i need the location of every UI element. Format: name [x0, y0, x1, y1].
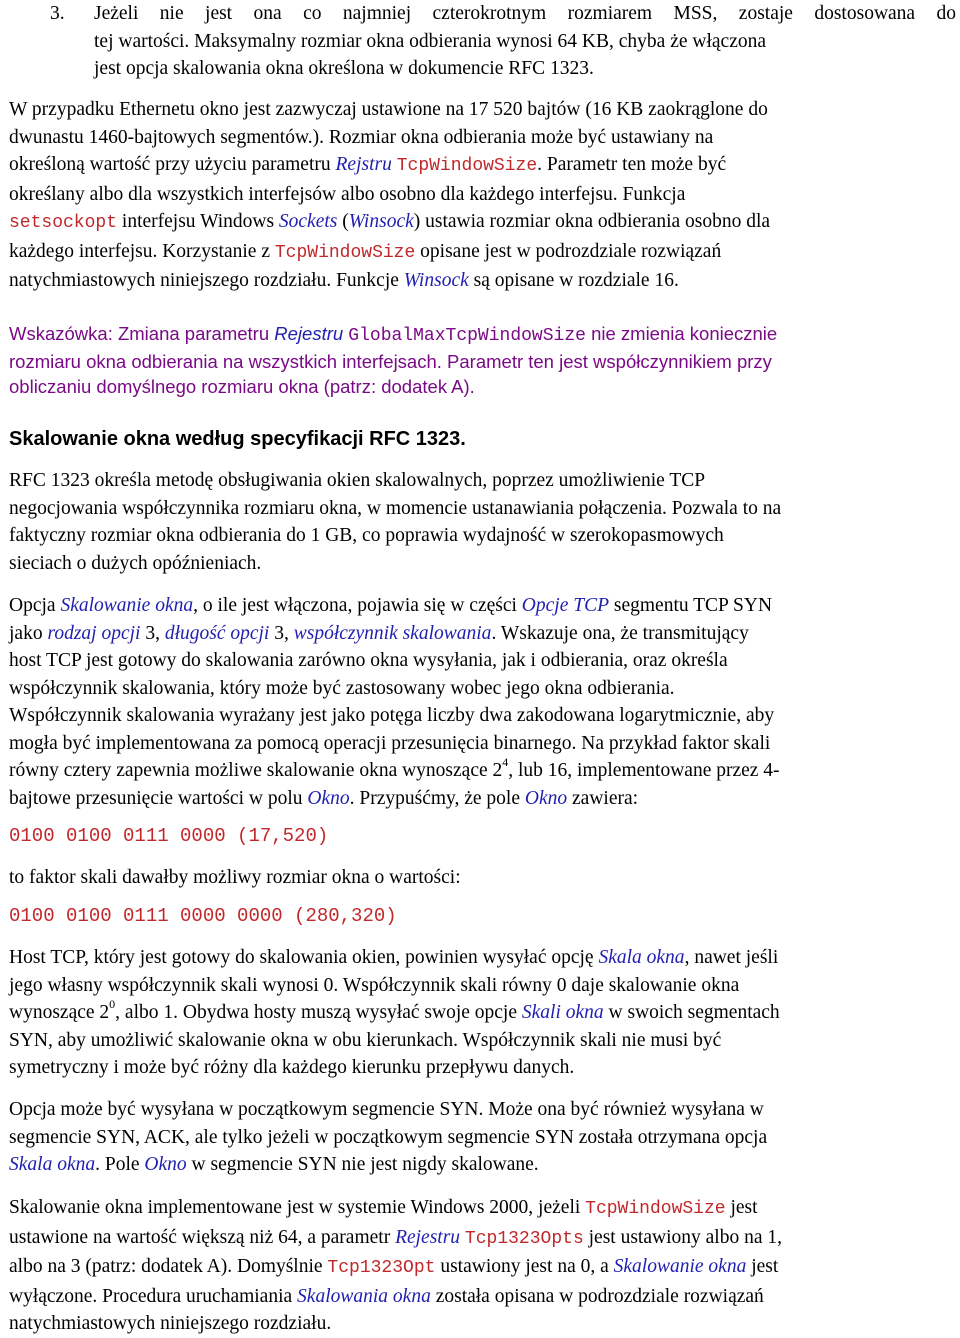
paragraph-syn-segment — [9, 1096, 955, 1179]
text-line: setsockopt interfejsu Windows Sockets (Winsock) ustawia rozmiar okna odbierania osobno dla — [9, 211, 771, 233]
text-line: RFC 1323 określa metodę obsługiwania okien skalowalnych, poprzez umożliwienie TCP — [9, 470, 706, 491]
text-line: obliczaniu domyślnego rozmiaru okna (patrz: dodatek A). — [9, 376, 475, 397]
text-line: sieciach o dużych opóźnieniach. — [9, 552, 262, 574]
emphasis-term: Skalowanie okna — [60, 595, 194, 616]
code-term: Tcp1323Opt — [327, 1258, 436, 1278]
emphasis-term: Okno — [524, 787, 568, 809]
text-line: Opcja Skalowanie okna, o ile jest włączona, pojawia się w części Opcje TCP segmentu TCP SYN — [9, 595, 773, 616]
text-line: wynoszące $2^0$, albo 1. Obydwa hosty muszą wysyłać swoje opcje Skali okna w swoich segmentach — [9, 996, 780, 1023]
emphasis-term: Sockets — [278, 211, 338, 232]
text-line: faktyczny rozmiar okna odbierania do 1 GB, co poprawia wydajność w szerokopasmowych — [9, 525, 724, 546]
text-line: SYN, aby umożliwić skalowanie okna w obu kierunkach. Współczynnik skali nie musi być — [9, 1029, 722, 1051]
text-line: współczynnik skalowania, który może być zastosowany wobec jego okna odbierania. — [9, 677, 675, 699]
paragraph-scale-option-host — [9, 944, 955, 1082]
text-line: segmencie SYN, ACK, ale tylko jeżeli w początkowym segmencie SYN została otrzymana opcja — [9, 1126, 768, 1148]
code-term: setsockopt — [9, 213, 118, 233]
code-term: GlobalMaxTcpWindowSize — [348, 326, 586, 346]
text-line: rozmiaru okna odbierania na wszystkich interfejsach. Parametr ten jest współczynnikiem przy — [9, 351, 772, 372]
emphasis-term: Winsock — [403, 270, 469, 291]
text-line: host TCP jest gotowy do skalowania zarówno okna wysyłania, jak i odbierania, oraz określa — [9, 650, 728, 671]
text-line: natychmiastowych niniejszego rozdziału. — [9, 1313, 332, 1334]
list-number: 3. — [50, 3, 65, 24]
text-line: każdego interfejsu. Korzystanie z TcpWindowSize opisane jest w podrozdziale rozwiązań — [9, 240, 722, 263]
text-line: symetryczny i może być różny dla każdego kierunku przepływu danych. — [9, 1057, 575, 1078]
text-line: dwunastu 1460-bajtowych segmentów.). Rozmiar okna odbierania może być ustawiany na — [9, 126, 714, 148]
text-line: Host TCP, który jest gotowy do skalowania okien, powinien wysyłać opcję Skala okna, nawet jeśli — [9, 947, 779, 968]
text-line: negocjowania współczynnika rozmiaru okna, w momencie ustanawiania połączenia. Pozwala to na — [9, 497, 782, 519]
text-line: to faktor skali dawałby możliwy rozmiar okna o wartości: — [9, 867, 461, 888]
registry-term: Rejestru — [274, 323, 344, 344]
exponent: 0 — [109, 996, 116, 1011]
list-line: tej wartości. Maksymalny rozmiar okna odbierania wynosi 64 KB, chyba że włączona — [94, 30, 766, 52]
emphasis-term: Skalowania okna — [297, 1285, 431, 1307]
emphasis-term: Skala okna — [9, 1154, 96, 1175]
list-item-3 — [0, 0, 960, 85]
text-line: W przypadku Ethernetu okno jest zazwyczaj ustawione na 17 520 bajtów (16 KB zaokrąglone do — [9, 99, 768, 120]
emphasis-term: Skala okna — [598, 947, 685, 968]
text-line: Opcja może być wysyłana w początkowym segmencie SYN. Może ona być również wysyłana w — [9, 1099, 764, 1120]
text-line: jego własny współczynnik skali wynosi 0. Współczynnik skali równy 0 daje skalowanie okna — [9, 974, 740, 996]
text-line: Skala okna. Pole Okno w segmencie SYN nie jest nigdy skalowane. — [9, 1154, 539, 1175]
emphasis-term: rodzaj opcji — [47, 622, 141, 644]
text-line: albo na 3 (patrz: dodatek A). Domyślnie Tcp1323Opt ustawiony jest na 0, a Skalowanie okna jest — [9, 1256, 779, 1278]
text-line: Współczynnik skalowania wyrażany jest jako potęga liczby dwa zakodowana logarytmicznie, aby — [9, 705, 775, 726]
code-term: TcpWindowSize — [396, 156, 538, 176]
emphasis-term: Winsock — [348, 211, 414, 232]
text-line: natychmiastowych niniejszego rozdziału. Funkcje Winsock są opisane w rozdziale 16. — [9, 270, 679, 291]
code-term: TcpWindowSize — [585, 1199, 726, 1219]
list-line: Jeżeli nie jest ona co najmniej czterokrotnym rozmiarem MSS, zostaje dostosowana do — [94, 3, 956, 24]
emphasis-term: współczynnik skalowania — [293, 622, 492, 644]
emphasis-term: Opcje TCP — [521, 595, 609, 616]
emphasis-term: Skali okna — [521, 1002, 604, 1023]
code-example-1: 0100 0100 0111 0000 (17,520) — [9, 825, 329, 847]
text-line: bajtowe przesunięcie wartości w polu Okno. Przypuśćmy, że pole Okno zawiera: — [9, 787, 639, 809]
code-term: Tcp1323Opts — [464, 1228, 584, 1249]
paragraph-windows-2000 — [9, 1194, 955, 1338]
text-line: wyłączone. Procedura uruchamiania Skalowania okna została opisana w podrozdziale rozwiązań — [9, 1285, 764, 1307]
section-heading: Skalowanie okna według specyfikacji RFC 1323. — [9, 428, 466, 450]
registry-term: Rejstru — [335, 154, 392, 175]
emphasis-term: długość opcji — [164, 622, 270, 644]
list-line: jest opcja skalowania okna określona w dokumencie RFC 1323. — [94, 58, 594, 79]
text-line: równy cztery zapewnia możliwe skalowanie okna wynoszące $2^4$, lub 16, implementowane przez 4- — [9, 754, 780, 781]
code-term: TcpWindowSize — [274, 242, 416, 263]
paragraph-rfc1323 — [9, 467, 955, 577]
emphasis-term: Okno — [307, 787, 350, 809]
tip-note — [9, 321, 955, 399]
registry-term: Rejestru — [395, 1226, 461, 1248]
text-line: określany albo dla wszystkich interfejsów albo osobno dla każdego interfejsu. Funkcja — [9, 183, 686, 205]
paragraph-tcp-window — [9, 96, 955, 295]
text-line: mogła być implementowana za pomocą operacji przesunięcia binarnego. Na przykład faktor skali — [9, 732, 771, 754]
text-line: Wskazówka: Zmiana parametru Rejestru GlobalMaxTcpWindowSize nie zmienia koniecznie — [9, 323, 778, 346]
code-example-2: 0100 0100 0111 0000 0000 (280,320) — [9, 905, 397, 927]
text-line: określoną wartość przy użyciu parametru Rejstru TcpWindowSize. Parametr ten może być — [9, 154, 727, 176]
emphasis-term: Okno — [144, 1154, 187, 1175]
emphasis-term: Skalowanie okna — [613, 1256, 747, 1277]
paragraph-scaling-option — [9, 592, 955, 812]
text-line: jako rodzaj opcji 3, długość opcji 3, współczynnik skalowania. Wskazuje ona, że transmitujący — [9, 622, 749, 644]
text-line: ustawione na wartość większą niż 64, a parametr Rejestru Tcp1323Opts jest ustawiony albo na 1, — [9, 1226, 782, 1249]
exponent: 4 — [502, 754, 509, 769]
text-line: Skalowanie okna implementowane jest w systemie Windows 2000, jeżeli TcpWindowSize jest — [9, 1197, 758, 1219]
